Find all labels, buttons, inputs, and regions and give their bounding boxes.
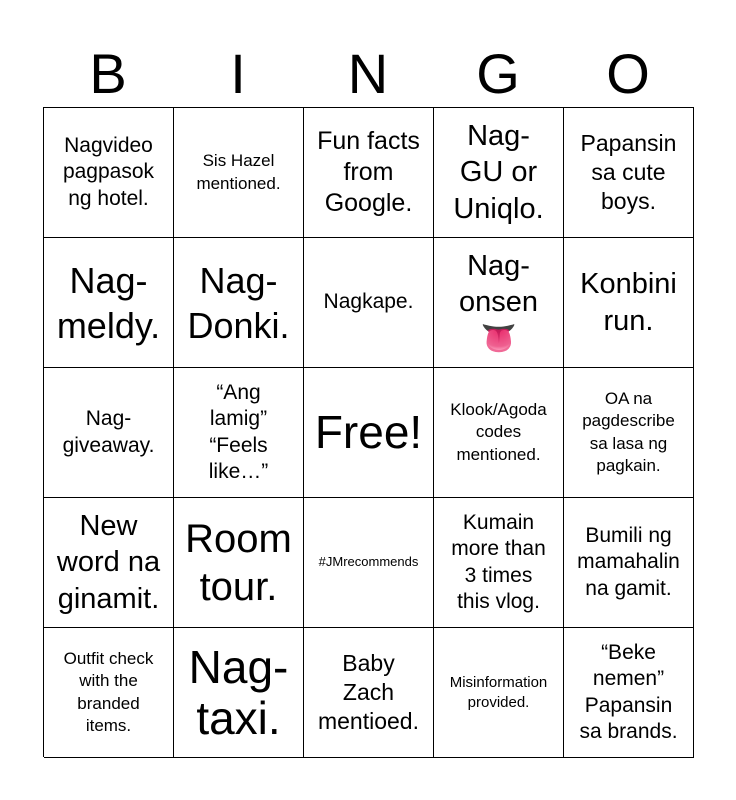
cell-text: Nag- GU or Uniqlo. (453, 120, 544, 225)
header-letter-b: B (89, 42, 127, 105)
cell-text: Nagvideo pagpasok ng hotel. (62, 134, 155, 210)
bingo-board (43, 107, 694, 757)
bingo-cell[interactable] (304, 108, 434, 238)
bingo-header (43, 40, 693, 108)
bingo-cell[interactable] (434, 628, 564, 758)
cell-text: Konbini run. (580, 268, 677, 337)
header-letter-o: O (606, 42, 650, 105)
bingo-cell[interactable] (44, 628, 174, 758)
bingo-cell[interactable] (304, 238, 434, 368)
cell-text: Room tour. (185, 516, 292, 609)
cell-text: Nag- meldy. (56, 259, 161, 346)
cell-text: “Ang lamig” “Feels like…” (208, 381, 269, 483)
cell-text: Nag- giveaway. (62, 407, 155, 457)
bingo-cell[interactable] (564, 238, 694, 368)
cell-text: #JMrecommends (318, 554, 419, 570)
bingo-cell[interactable] (174, 368, 304, 498)
bingo-cell[interactable] (304, 628, 434, 758)
bingo-cell[interactable] (44, 238, 174, 368)
bingo-cell[interactable] (564, 108, 694, 238)
bingo-cell[interactable] (44, 498, 174, 628)
header-letter-i: I (230, 42, 246, 105)
bingo-cell[interactable] (434, 108, 564, 238)
cell-text: “Beke nemen” Papansin sa brands. (579, 641, 678, 743)
header-letter-n: N (347, 42, 389, 105)
cell-text: Papansin sa cute boys. (580, 130, 677, 214)
cell-text: New word na ginamit. (56, 510, 161, 615)
bingo-cell[interactable] (564, 628, 694, 758)
cell-text: Nag- onsen 👅 (458, 250, 538, 355)
bingo-cell[interactable] (174, 238, 304, 368)
bingo-cell[interactable] (304, 498, 434, 628)
cell-text: Nag- taxi. (188, 640, 289, 744)
bingo-cell[interactable] (564, 498, 694, 628)
bingo-cell[interactable] (174, 498, 304, 628)
cell-text: Baby Zach mentioed. (317, 650, 419, 734)
free-space-cell[interactable] (304, 368, 434, 498)
bingo-cell[interactable] (44, 368, 174, 498)
header-letter-g: G (476, 42, 520, 105)
free-space-text: Free! (314, 406, 423, 459)
cell-text: Nagkape. (323, 290, 414, 314)
bingo-cell[interactable] (434, 498, 564, 628)
bingo-cell[interactable] (44, 108, 174, 238)
cell-text: Fun facts from Google. (317, 126, 420, 218)
bingo-cell[interactable] (174, 108, 304, 238)
cell-text: Sis Hazel mentioned. (196, 151, 281, 193)
bingo-cell[interactable] (564, 368, 694, 498)
cell-text: Nag- Donki. (187, 259, 290, 346)
cell-text: OA na pagdescribe sa lasa ng pagkain. (582, 389, 675, 475)
cell-text: Outfit check with the branded items. (63, 649, 154, 735)
cell-text: Misinformation provided. (449, 674, 548, 711)
cell-text: Klook/Agoda codes mentioned. (450, 400, 547, 464)
bingo-cell[interactable] (174, 628, 304, 758)
bingo-cell[interactable] (434, 238, 564, 368)
cell-text: Kumain more than 3 times this vlog. (451, 511, 546, 613)
cell-text: Bumili ng mamahalin na gamit. (577, 524, 680, 600)
bingo-cell[interactable] (434, 368, 564, 498)
